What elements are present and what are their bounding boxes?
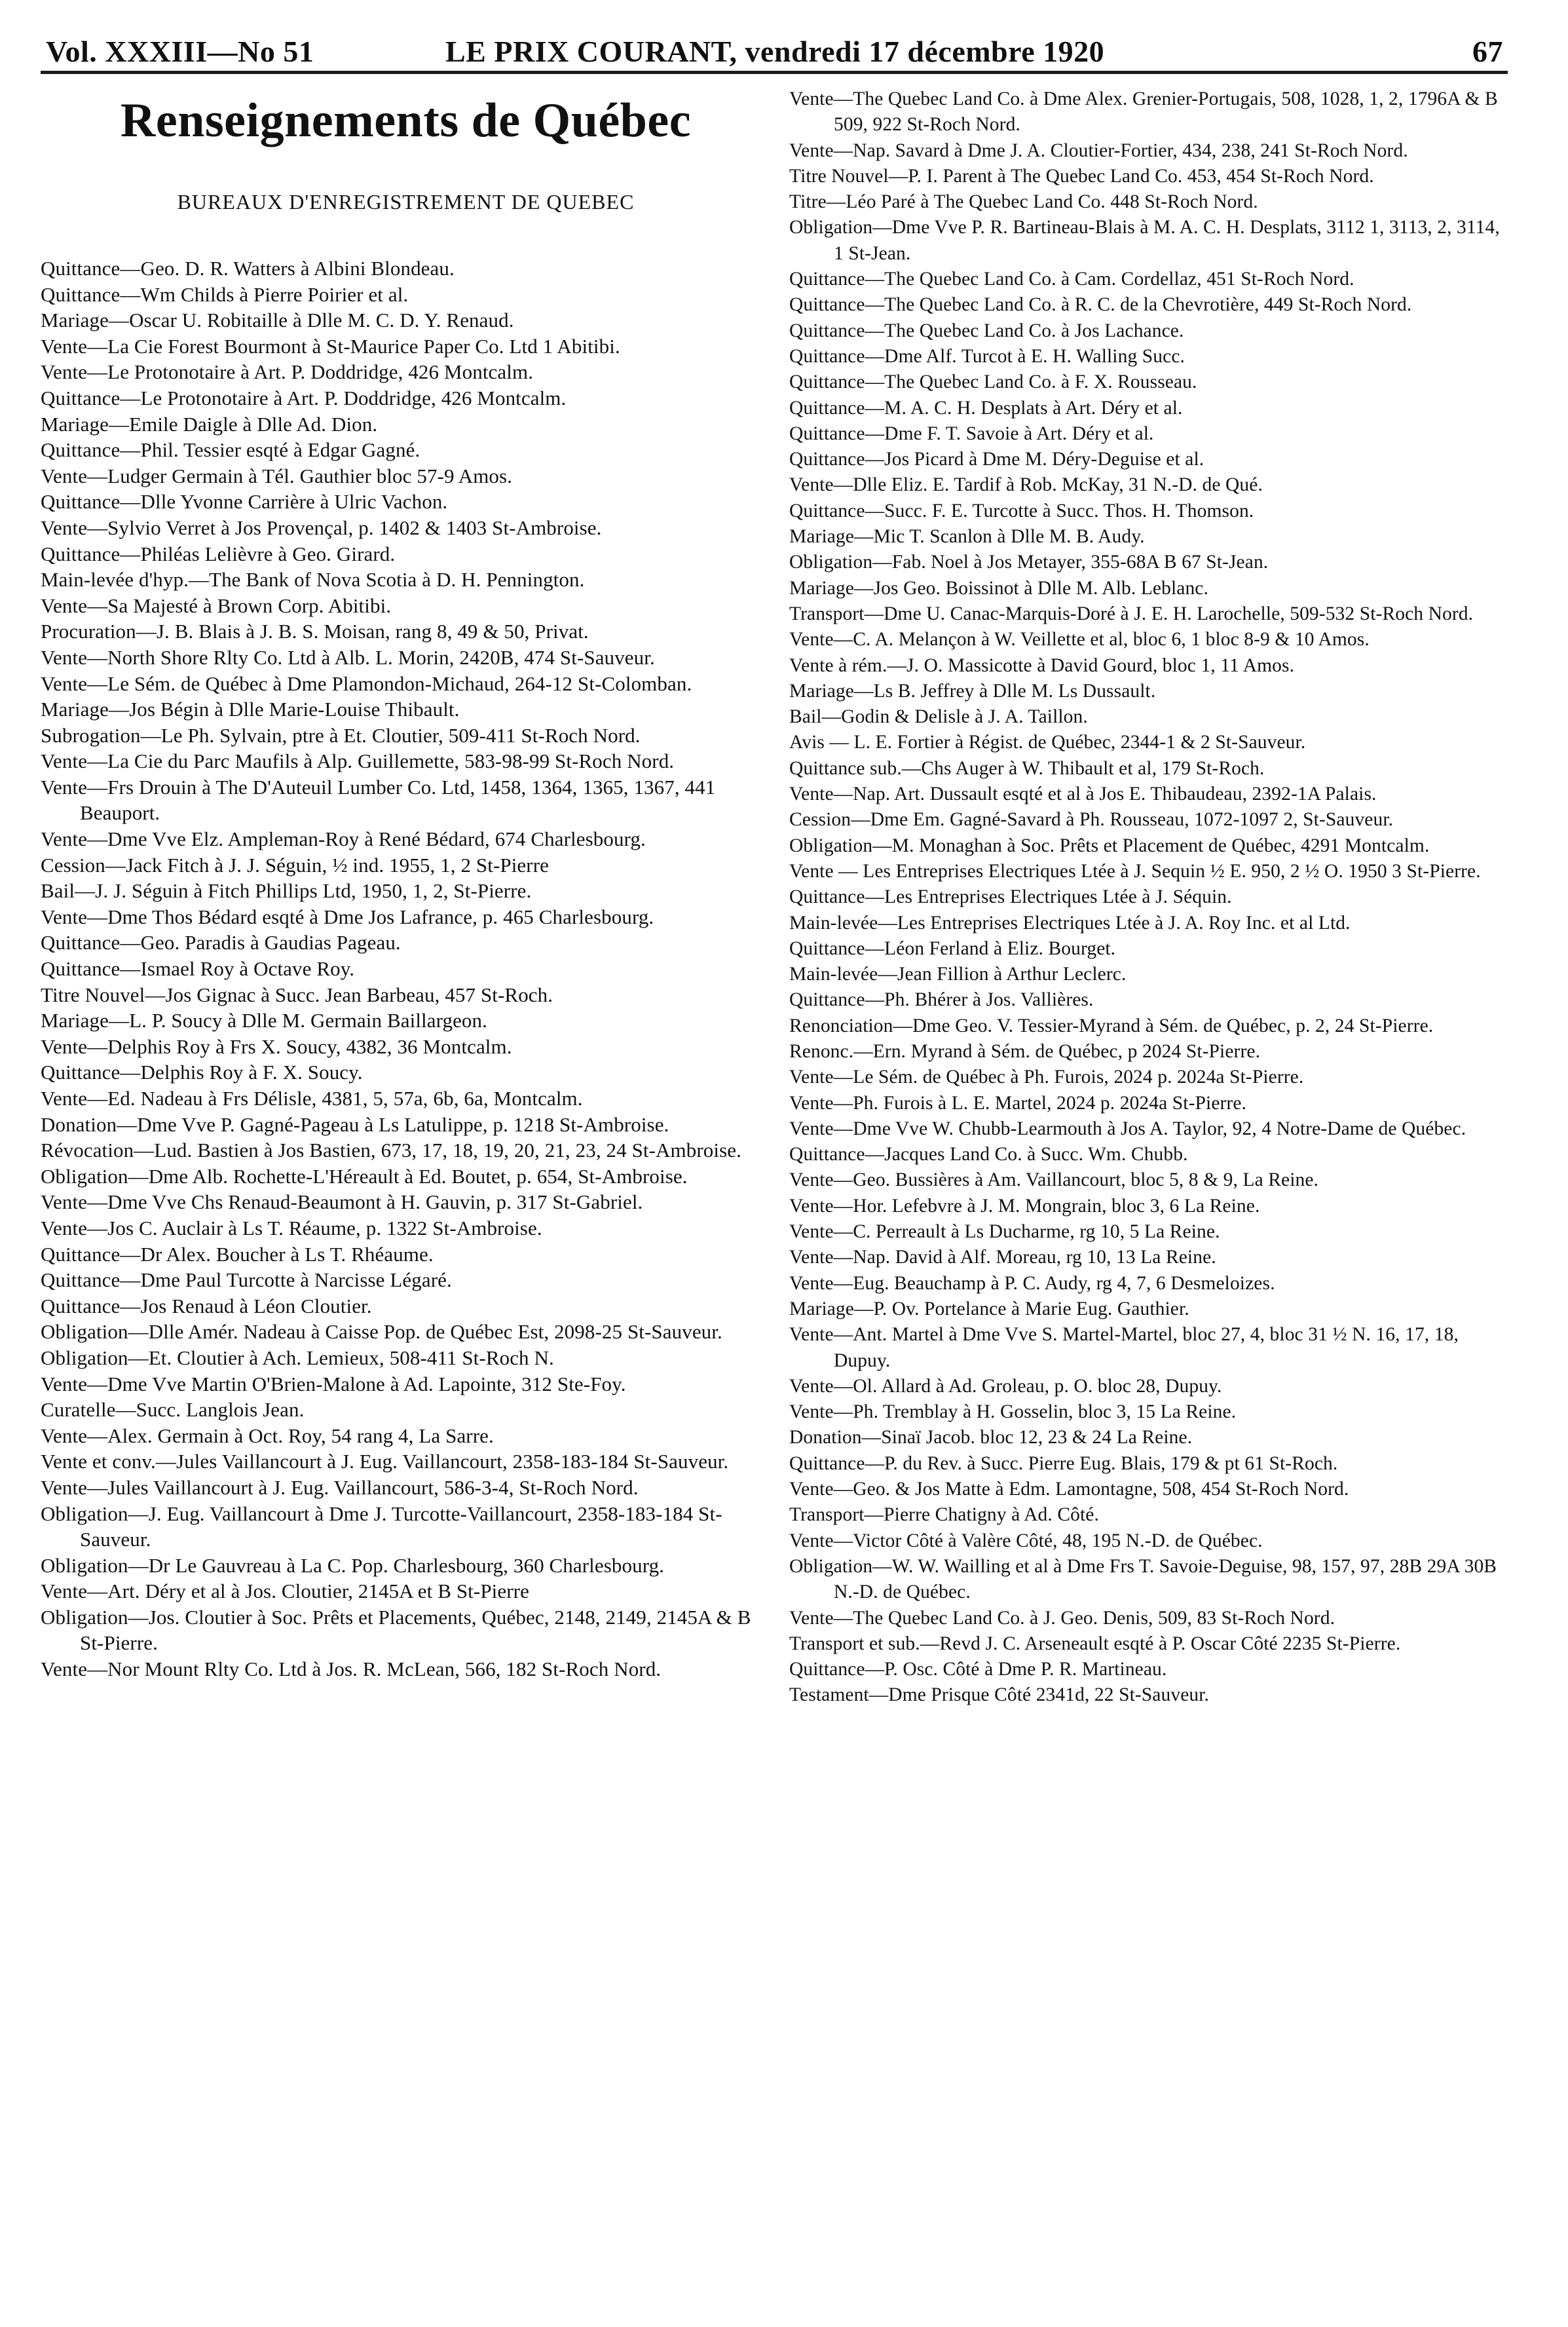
registry-entry: Vente—Ludger Germain à Tél. Gauthier bloc 57-9 Amos.: [41, 464, 513, 487]
header-divider: [41, 71, 1508, 74]
registry-entry: Vente—Sa Majesté à Brown Corp. Abitibi.: [41, 594, 392, 617]
registry-entry: Main-levée—Jean Fillion à Arthur Leclerc.: [789, 964, 1127, 985]
registry-entry: Vente—Le Sém. de Québec à Ph. Furois, 2024 p. 2024a St-Pierre.: [789, 1067, 1304, 1088]
registry-entry: Transport et sub.—Revd J. C. Arseneault esqté à P. Oscar Côté 2235 St-Pierre.: [789, 1633, 1401, 1654]
registry-entry: Vente—C. Perreault à Ls Ducharme, rg 10, 5 La Reine.: [789, 1221, 1220, 1243]
registry-entry: Cession—Jack Fitch à J. J. Séguin, ½ ind. 1955, 1, 2 St-Pierre: [41, 853, 549, 877]
registry-entry: Vente—Jules Vaillancourt à J. Eug. Vaillancourt, 586-3-4, St-Roch Nord.: [41, 1475, 639, 1499]
registry-entry: Obligation—Fab. Noel à Jos Metayer, 355-68A B 67 St-Jean.: [789, 552, 1269, 573]
registry-entry: Quittance—Geo. Paradis à Gaudias Pageau.: [41, 931, 401, 955]
registry-entry: Vente—Dme Vve W. Chubb-Learmouth à Jos A. Taylor, 92, 4 Notre-Dame de Québec.: [789, 1118, 1466, 1139]
registry-entry: Quittance—Wm Childs à Pierre Poirier et al.: [41, 282, 409, 306]
right-entry-list: [789, 86, 1510, 1709]
registry-entry: Donation—Dme Vve P. Gagné-Pageau à Ls Latulippe, p. 1218 St-Ambroise.: [41, 1112, 669, 1136]
registry-entry: Vente—The Quebec Land Co. à J. Geo. Denis, 509, 83 St-Roch Nord.: [789, 1607, 1335, 1629]
registry-entry: Renonciation—Dme Geo. V. Tessier-Myrand à Sém. de Québec, p. 2, 24 St-Pierre.: [789, 1015, 1434, 1036]
registry-entry: Obligation—Et. Cloutier à Ach. Lemieux, 508-411 St-Roch N.: [41, 1346, 554, 1369]
registry-entry: Vente—North Shore Rlty Co. Ltd à Alb. L. Morin, 2420B, 474 St-Sauveur.: [41, 645, 655, 669]
registry-entry: Quittance—M. A. C. H. Desplats à Art. Déry et al.: [789, 397, 1183, 419]
registry-entry: Quittance—Les Entreprises Electriques Ltée à J. Séquin.: [789, 886, 1232, 908]
registry-entry: Quittance—The Quebec Land Co. à F. X. Rousseau.: [789, 371, 1197, 393]
registry-entry: Vente—Geo. & Jos Matte à Edm. Lamontagne, 508, 454 St-Roch Nord.: [789, 1479, 1349, 1500]
registry-entry: Vente—Art. Déry et al à Jos. Cloutier, 2145A et B St-Pierre: [41, 1580, 529, 1603]
registry-entry: Vente et conv.—Jules Vaillancourt à J. Eug. Vaillancourt, 2358-183-184 St-Sauveur.: [41, 1450, 729, 1473]
registry-entry: Quittance sub.—Chs Auger à W. Thibault et al, 179 St-Roch.: [789, 757, 1265, 779]
registry-entry: Main-levée—Les Entreprises Electriques Ltée à J. A. Roy Inc. et al Ltd.: [789, 912, 1351, 934]
registry-entry: Quittance—Dme Alf. Turcot à E. H. Walling Succ.: [789, 345, 1185, 367]
registry-entry: Obligation—Dme Alb. Rochette-L'Héreault à Ed. Boutet, p. 654, St-Ambroise.: [41, 1164, 688, 1188]
registry-entry: Quittance—Dme F. T. Savoie à Art. Déry et al.: [789, 423, 1154, 444]
registry-entry: Main-levée d'hyp.—The Bank of Nova Scotia à D. H. Pennington.: [41, 568, 585, 592]
registry-entry: Vente — Les Entreprises Electriques Ltée à J. Sequin ½ E. 950, 2 ½ O. 1950 3 St-Pierre.: [789, 860, 1481, 882]
registry-entry: Mariage—Emile Daigle à Dlle Ad. Dion.: [41, 412, 378, 436]
registry-entry: Obligation—Dr Le Gauvreau à La C. Pop. Charlesbourg, 360 Charlesbourg.: [41, 1553, 665, 1577]
registry-entry: Vente—Ph. Tremblay à H. Gosselin, bloc 3, 15 La Reine.: [789, 1401, 1237, 1423]
registry-entry: Vente—Ol. Allard à Ad. Groleau, p. O. bloc 28, Dupuy.: [789, 1375, 1222, 1397]
right-column: [789, 86, 1510, 1709]
registry-entry: Quittance—The Quebec Land Co. à Cam. Cordellaz, 451 St-Roch Nord.: [789, 269, 1354, 290]
registry-entry: Quittance—Ismael Roy à Octave Roy.: [41, 957, 355, 981]
registry-entry: Quittance—Jos Picard à Dme M. Déry-Deguise et al.: [789, 449, 1204, 470]
registry-entry: Vente—The Quebec Land Co. à Dme Alex. Grenier-Portugais, 508, 1028, 1, 2, 1796A & B 509, 922 St-Roch Nord.: [789, 88, 1498, 136]
registry-entry: Transport—Dme U. Canac-Marquis-Doré à J. E. H. Larochelle, 509-532 St-Roch Nord.: [789, 603, 1474, 624]
registry-entry: Mariage—Oscar U. Robitaille à Dlle M. C. D. Y. Renaud.: [41, 309, 514, 332]
registry-entry: Quittance—Léon Ferland à Eliz. Bourget.: [789, 937, 1116, 959]
registry-entry: Quittance—Dme Paul Turcotte à Narcisse Légaré.: [41, 1268, 452, 1292]
registry-entry: Procuration—J. B. Blais à J. B. S. Moisan, rang 8, 49 & 50, Privat.: [41, 620, 589, 643]
registry-entry: Quittance—Phil. Tessier esqté à Edgar Gagné.: [41, 438, 420, 462]
registry-entry: Vente—Le Protonotaire à Art. P. Doddridge, 426 Montcalm.: [41, 360, 534, 384]
registry-entry: Obligation—W. W. Wailling et al à Dme Frs T. Savoie-Deguise, 98, 157, 97, 28B 29A 30B N.-D. de Québec.: [789, 1555, 1497, 1603]
registry-entry: Quittance—Delphis Roy à F. X. Soucy.: [41, 1061, 363, 1084]
registry-entry: Révocation—Lud. Bastien à Jos Bastien, 673, 17, 18, 19, 20, 21, 23, 24 St-Ambroise.: [41, 1139, 741, 1162]
volume-number: Vol. XXXIII—No 51: [46, 35, 314, 68]
left-entry-list: [41, 255, 771, 1682]
registry-entry: Testament—Dme Prisque Côté 2341d, 22 St-Sauveur.: [789, 1684, 1210, 1706]
registry-entry: Titre—Léo Paré à The Quebec Land Co. 448 St-Roch Nord.: [789, 191, 1258, 213]
registry-entry: Titre Nouvel—P. I. Parent à The Quebec Land Co. 453, 454 St-Roch Nord.: [789, 165, 1374, 187]
registry-entry: Vente—Ed. Nadeau à Frs Délisle, 4381, 5, 57a, 6b, 6a, Montcalm.: [41, 1087, 583, 1110]
registry-entry: Obligation—Jos. Cloutier à Soc. Prêts et Placements, Québec, 2148, 2149, 2145A & B St-Pierre.: [41, 1605, 751, 1655]
registry-entry: Vente—Dlle Eliz. E. Tardif à Rob. McKay, 31 N.-D. de Qué.: [789, 474, 1263, 496]
registry-entry: Quittance—P. Osc. Côté à Dme P. R. Martineau.: [789, 1659, 1167, 1680]
registry-entry: Vente—La Cie Forest Bourmont à St-Maurice Paper Co. Ltd 1 Abitibi.: [41, 334, 620, 358]
registry-entry: Vente à rém.—J. O. Massicotte à David Gourd, bloc 1, 11 Amos.: [789, 654, 1295, 676]
registry-entry: Vente—Le Sém. de Québec à Dme Plamondon-Michaud, 264-12 St-Colomban.: [41, 672, 692, 695]
registry-entry: Mariage—L. P. Soucy à Dlle M. Germain Baillargeon.: [41, 1009, 487, 1032]
registry-entry: Quittance—Le Protonotaire à Art. P. Doddridge, 426 Montcalm.: [41, 386, 567, 409]
registry-entry: Vente—Nap. Savard à Dme J. A. Cloutier-Fortier, 434, 238, 241 St-Roch Nord.: [789, 140, 1408, 161]
registry-entry: Vente—Ant. Martel à Dme Vve S. Martel-Martel, bloc 27, 4, bloc 31 ½ N. 16, 17, 18, Dupuy.: [789, 1324, 1459, 1371]
registry-entry: Curatelle—Succ. Langlois Jean.: [41, 1398, 305, 1422]
registry-entry: Quittance—Ph. Bhérer à Jos. Vallières.: [789, 989, 1094, 1011]
registry-entry: Vente—Frs Drouin à The D'Auteuil Lumber Co. Ltd, 1458, 1364, 1365, 1367, 441 Beauport.: [41, 775, 716, 825]
registry-entry: Mariage—Jos Bégin à Dlle Marie-Louise Thibault.: [41, 698, 460, 721]
registry-entry: Mariage—Mic T. Scanlon à Dlle M. B. Audy.: [789, 526, 1145, 548]
registry-entry: Quittance—Jos Renaud à Léon Cloutier.: [41, 1294, 372, 1317]
registry-entry: Vente—Dme Vve Martin O'Brien-Malone à Ad. Lapointe, 312 Ste-Foy.: [41, 1372, 626, 1395]
section-title: Renseignements de Québec: [120, 94, 692, 147]
registry-entry: Titre Nouvel—Jos Gignac à Succ. Jean Barbeau, 457 St-Roch.: [41, 983, 553, 1006]
registry-entry: Vente—Dme Thos Bédard esqté à Dme Jos Lafrance, p. 465 Charlesbourg.: [41, 905, 654, 928]
registry-entry: Obligation—J. Eug. Vaillancourt à Dme J. Turcotte-Vaillancourt, 2358-183-184 St-Sauveur.: [41, 1502, 722, 1551]
registry-entry: Vente—Sylvio Verret à Jos Provençal, p. 1402 & 1403 St-Ambroise.: [41, 516, 602, 539]
registry-entry: Vente—Nap. David à Alf. Moreau, rg 10, 13 La Reine.: [789, 1247, 1216, 1268]
registry-entry: Donation—Sinaï Jacob. bloc 12, 23 & 24 La Reine.: [789, 1427, 1193, 1448]
registry-entry: Quittance—Dlle Yvonne Carrière à Ulric Vachon.: [41, 490, 448, 514]
registry-entry: Quittance—Succ. F. E. Turcotte à Succ. Thos. H. Thomson.: [789, 500, 1254, 521]
registry-entry: Vente—Victor Côté à Valère Côté, 48, 195 N.-D. de Québec.: [789, 1530, 1263, 1551]
registry-entry: Subrogation—Le Ph. Sylvain, ptre à Et. Cloutier, 509-411 St-Roch Nord.: [41, 723, 641, 747]
registry-entry: Vente—Alex. Germain à Oct. Roy, 54 rang 4, La Sarre.: [41, 1424, 494, 1447]
registry-entry: Obligation—Dme Vve P. R. Bartineau-Blais à M. A. C. H. Desplats, 3112 1, 3113, 2, 3114, 1 St-Jean.: [789, 217, 1500, 264]
publication-title: LE PRIX COURANT, vendredi 17 décembre 1920: [445, 35, 1105, 68]
registry-entry: Obligation—Dlle Amér. Nadeau à Caisse Pop. de Québec Est, 2098-25 St-Sauveur.: [41, 1320, 722, 1344]
registry-entry: Mariage—Jos Geo. Boissinot à Dlle M. Alb. Leblanc.: [789, 577, 1208, 599]
bureau-heading: BUREAUX D'ENREGISTREMENT DE QUEBEC: [177, 190, 635, 214]
registry-entry: Quittance—The Quebec Land Co. à Jos Lachance.: [789, 320, 1184, 341]
registry-entry: Quittance—The Quebec Land Co. à R. C. de la Chevrotière, 449 St-Roch Nord.: [789, 294, 1412, 316]
page-number: 67: [1472, 35, 1503, 68]
registry-entry: Cession—Dme Em. Gagné-Savard à Ph. Rousseau, 1072-1097 2, St-Sauveur.: [789, 809, 1394, 831]
registry-entry: Vente—Delphis Roy à Frs X. Soucy, 4382, 36 Montcalm.: [41, 1034, 512, 1058]
registry-entry: Vente—Dme Vve Elz. Ampleman-Roy à René Bédard, 674 Charlesbourg.: [41, 827, 646, 851]
registry-entry: Quittance—Philéas Lelièvre à Geo. Girard.: [41, 542, 396, 565]
registry-entry: Quittance—Geo. D. R. Watters à Albini Blondeau.: [41, 257, 455, 280]
registry-entry: Vente—Geo. Bussières à Am. Vaillancourt, bloc 5, 8 & 9, La Reine.: [789, 1169, 1319, 1191]
registry-entry: Vente—Jos C. Auclair à Ls T. Réaume, p. 1322 St-Ambroise.: [41, 1216, 542, 1239]
registry-entry: Mariage—Ls B. Jeffrey à Dlle M. Ls Dussault.: [789, 680, 1156, 702]
registry-entry: Vente—Ph. Furois à L. E. Martel, 2024 p. 2024a St-Pierre.: [789, 1092, 1247, 1114]
registry-entry: Renonc.—Ern. Myrand à Sém. de Québec, p 2024 St-Pierre.: [789, 1040, 1261, 1062]
registry-entry: Vente—Nap. Art. Dussault esqté et al à Jos E. Thibaudeau, 2392-1A Palais.: [789, 784, 1377, 805]
registry-entry: Quittance—Jacques Land Co. à Succ. Wm. Chubb.: [789, 1144, 1188, 1165]
registry-entry: Obligation—M. Monaghan à Soc. Prêts et Placement de Québec, 4291 Montcalm.: [789, 835, 1430, 856]
registry-entry: Quittance—P. du Rev. à Succ. Pierre Eug. Blais, 179 & pt 61 St-Roch.: [789, 1452, 1338, 1474]
registry-entry: Avis — L. E. Fortier à Régist. de Québec, 2344-1 & 2 St-Sauveur.: [789, 732, 1306, 753]
registry-entry: Vente—Dme Vve Chs Renaud-Beaumont à H. Gauvin, p. 317 St-Gabriel.: [41, 1190, 643, 1214]
registry-entry: Bail—Godin & Delisle à J. A. Taillon.: [789, 706, 1088, 728]
registry-entry: Vente—Hor. Lefebvre à J. M. Mongrain, bloc 3, 6 La Reine.: [789, 1195, 1260, 1217]
left-column: [41, 85, 771, 1682]
registry-entry: Quittance—Dr Alex. Boucher à Ls T. Rhéaume.: [41, 1242, 434, 1266]
registry-entry: Mariage—P. Ov. Portelance à Marie Eug. Gauthier.: [789, 1298, 1189, 1319]
registry-entry: Vente—Nor Mount Rlty Co. Ltd à Jos. R. McLean, 566, 182 St-Roch Nord.: [41, 1657, 662, 1681]
registry-entry: Transport—Pierre Chatigny à Ad. Côté.: [789, 1504, 1099, 1526]
registry-entry: Vente—La Cie du Parc Maufils à Alp. Guillemette, 583-98-99 St-Roch Nord.: [41, 749, 675, 773]
registry-entry: Bail—J. J. Séguin à Fitch Phillips Ltd, 1950, 1, 2, St-Pierre.: [41, 879, 532, 903]
registry-entry: Vente—Eug. Beauchamp à P. C. Audy, rg 4, 7, 6 Desmeloizes.: [789, 1272, 1275, 1294]
registry-entry: Vente—C. A. Melançon à W. Veillette et al, bloc 6, 1 bloc 8-9 & 10 Amos.: [789, 629, 1370, 651]
